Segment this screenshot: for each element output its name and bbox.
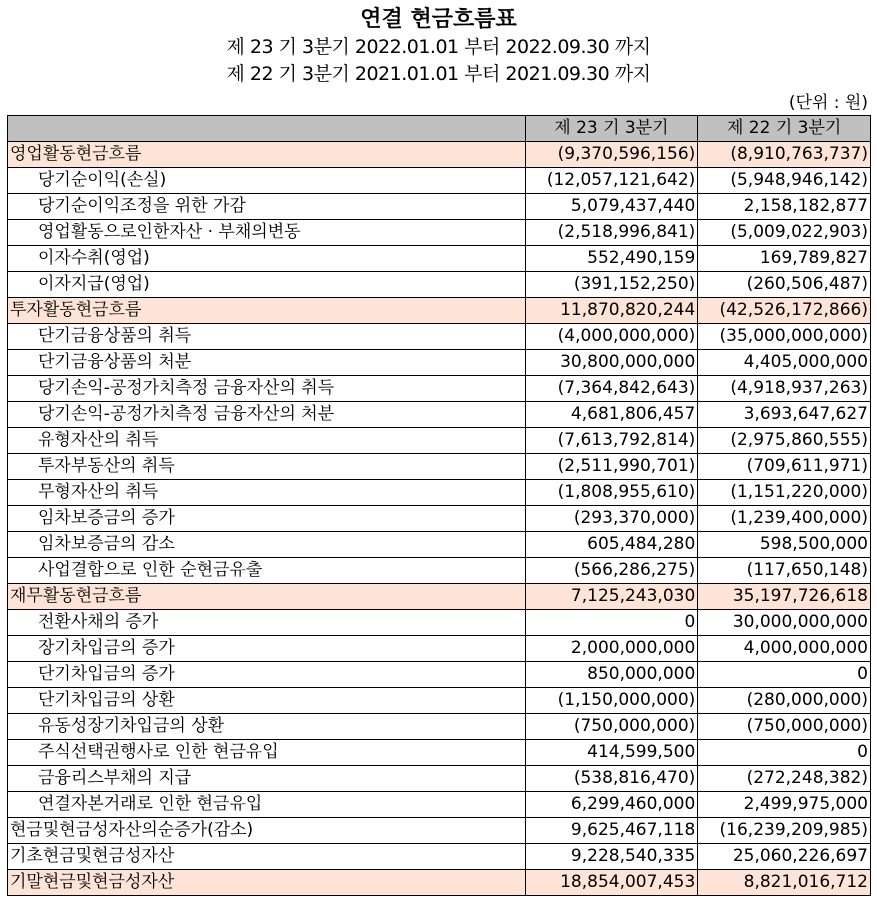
value-current: 0: [525, 610, 698, 636]
value-prior: (42,526,172,866): [698, 298, 871, 324]
value-current: 850,000,000: [525, 662, 698, 688]
row-label: 투자부동산의 취득: [8, 454, 526, 480]
value-prior: 8,821,016,712: [698, 870, 871, 896]
table-row: [8, 662, 871, 688]
table-row: [8, 870, 871, 896]
value-current: (7,613,792,814): [525, 428, 698, 454]
row-label: 주식선택권행사로 인한 현금유입: [8, 740, 526, 766]
value-current: (1,150,000,000): [525, 688, 698, 714]
value-current: (4,000,000,000): [525, 324, 698, 350]
table-row: [8, 298, 871, 324]
value-prior: (750,000,000): [698, 714, 871, 740]
table-row: [8, 402, 871, 428]
table-row: [8, 792, 871, 818]
value-current: 11,870,820,244: [525, 298, 698, 324]
row-label: 당기순이익조정을 위한 가감: [8, 194, 526, 220]
table-row: [8, 168, 871, 194]
row-label: 유형자산의 취득: [8, 428, 526, 454]
table-row: [8, 272, 871, 298]
row-label: 이자수취(영업): [8, 246, 526, 272]
value-current: (2,511,990,701): [525, 454, 698, 480]
value-prior: 598,500,000: [698, 532, 871, 558]
header-current: 제 23 기 3분기: [525, 116, 698, 142]
value-current: 9,228,540,335: [525, 844, 698, 870]
value-current: 552,490,159: [525, 246, 698, 272]
period-current: 제 23 기 3분기 2022.01.01 부터 2022.09.30 까지: [226, 36, 651, 58]
value-prior: 0: [698, 740, 871, 766]
table-row: [8, 350, 871, 376]
row-label: 사업결합으로 인한 순현금유출: [8, 558, 526, 584]
value-prior: (4,918,937,263): [698, 376, 871, 402]
row-label: 장기차입금의 증가: [8, 636, 526, 662]
value-current: 18,854,007,453: [525, 870, 698, 896]
period-prior: 제 22 기 3분기 2021.01.01 부터 2021.09.30 까지: [226, 63, 651, 85]
table-row: [8, 246, 871, 272]
row-label: 현금및현금성자산의순증가(감소): [8, 818, 526, 844]
table-row: [8, 532, 871, 558]
value-current: (293,370,000): [525, 506, 698, 532]
value-prior: 2,499,975,000: [698, 792, 871, 818]
value-prior: 3,693,647,627: [698, 402, 871, 428]
value-prior: (1,239,400,000): [698, 506, 871, 532]
row-label: 당기순이익(손실): [8, 168, 526, 194]
row-label: 이자지급(영업): [8, 272, 526, 298]
value-current: 4,681,806,457: [525, 402, 698, 428]
value-prior: 4,000,000,000: [698, 636, 871, 662]
row-label: 당기손익-공정가치측정 금융자산의 처분: [8, 402, 526, 428]
row-label: 영업활동으로인한자산 · 부채의변동: [8, 220, 526, 246]
row-label: 임차보증금의 감소: [8, 532, 526, 558]
value-prior: 35,197,726,618: [698, 584, 871, 610]
table-row: [8, 688, 871, 714]
row-label: 재무활동현금흐름: [8, 584, 526, 610]
row-label: 유동성장기차입금의 상환: [8, 714, 526, 740]
value-current: 2,000,000,000: [525, 636, 698, 662]
value-prior: (16,239,209,985): [698, 818, 871, 844]
row-label: 연결자본거래로 인한 현금유입: [8, 792, 526, 818]
row-label: 단기차입금의 상환: [8, 688, 526, 714]
value-prior: 2,158,182,877: [698, 194, 871, 220]
value-prior: (117,650,148): [698, 558, 871, 584]
value-prior: (8,910,763,737): [698, 142, 871, 168]
table-row: [8, 584, 871, 610]
value-current: 7,125,243,030: [525, 584, 698, 610]
value-prior: (260,506,487): [698, 272, 871, 298]
table-row: [8, 636, 871, 662]
table-row: [8, 454, 871, 480]
value-current: (566,286,275): [525, 558, 698, 584]
row-label: 투자활동현금흐름: [8, 298, 526, 324]
value-prior: 0: [698, 662, 871, 688]
table-row: [8, 480, 871, 506]
row-label: 영업활동현금흐름: [8, 142, 526, 168]
table-row: [8, 740, 871, 766]
value-prior: 169,789,827: [698, 246, 871, 272]
row-label: 금융리스부채의 지급: [8, 766, 526, 792]
row-label: 무형자산의 취득: [8, 480, 526, 506]
value-current: 414,599,500: [525, 740, 698, 766]
unit-label: (단위 : 원): [788, 93, 868, 113]
value-current: (9,370,596,156): [525, 142, 698, 168]
value-current: (1,808,955,610): [525, 480, 698, 506]
value-prior: 25,060,226,697: [698, 844, 871, 870]
value-current: (2,518,996,841): [525, 220, 698, 246]
table-row: [8, 818, 871, 844]
table-row: [8, 714, 871, 740]
value-prior: (1,151,220,000): [698, 480, 871, 506]
table-row: [8, 610, 871, 636]
value-prior: (709,611,971): [698, 454, 871, 480]
value-prior: (2,975,860,555): [698, 428, 871, 454]
table-header: [8, 116, 871, 142]
row-label: 단기금융상품의 처분: [8, 350, 526, 376]
cash-flow-table: [7, 115, 871, 896]
table-row: [8, 766, 871, 792]
table-row: [8, 844, 871, 870]
header-label: [8, 116, 526, 142]
value-current: 9,625,467,118: [525, 818, 698, 844]
page-title: 연결 현금흐름표: [360, 7, 517, 32]
row-label: 당기손익-공정가치측정 금융자산의 취득: [8, 376, 526, 402]
table-row: [8, 428, 871, 454]
value-prior: (272,248,382): [698, 766, 871, 792]
table-row: [8, 142, 871, 168]
row-label: 단기차입금의 증가: [8, 662, 526, 688]
table-row: [8, 194, 871, 220]
value-prior: 4,405,000,000: [698, 350, 871, 376]
value-current: (7,364,842,643): [525, 376, 698, 402]
table-row: [8, 324, 871, 350]
table-row: [8, 220, 871, 246]
row-label: 임차보증금의 증가: [8, 506, 526, 532]
table-row: [8, 558, 871, 584]
value-current: (391,152,250): [525, 272, 698, 298]
row-label: 기말현금및현금성자산: [8, 870, 526, 896]
row-label: 전환사채의 증가: [8, 610, 526, 636]
value-prior: (35,000,000,000): [698, 324, 871, 350]
value-current: 5,079,437,440: [525, 194, 698, 220]
value-current: 6,299,460,000: [525, 792, 698, 818]
value-prior: (280,000,000): [698, 688, 871, 714]
table-row: [8, 376, 871, 402]
value-prior: (5,948,946,142): [698, 168, 871, 194]
table-row: [8, 506, 871, 532]
value-current: (538,816,470): [525, 766, 698, 792]
value-prior: 30,000,000,000: [698, 610, 871, 636]
value-prior: (5,009,022,903): [698, 220, 871, 246]
value-current: 605,484,280: [525, 532, 698, 558]
row-label: 단기금융상품의 취득: [8, 324, 526, 350]
row-label: 기초현금및현금성자산: [8, 844, 526, 870]
value-current: (12,057,121,642): [525, 168, 698, 194]
value-current: 30,800,000,000: [525, 350, 698, 376]
value-current: (750,000,000): [525, 714, 698, 740]
header-prior: 제 22 기 3분기: [698, 116, 871, 142]
